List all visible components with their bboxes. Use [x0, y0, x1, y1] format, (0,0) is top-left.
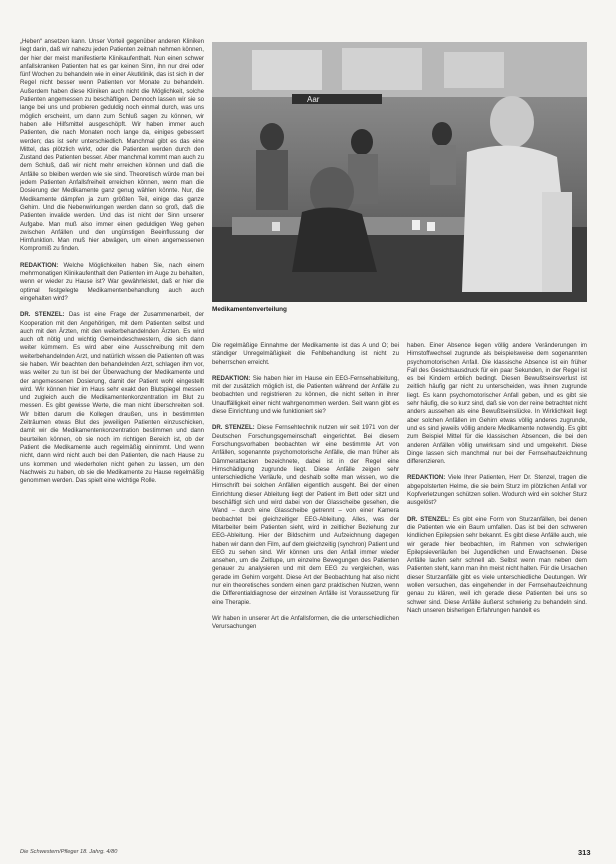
paragraph-text: „Heben“ ansetzen kann. Unser Vorteil gegenüber anderen Kliniken liegt darin, daß wir nahezu jeden Patienten zeitnah nehmen können, der hier der meist manifestierte Klinikaufenthalt. Nun einen schwer anfallskranken Patienten hat es gar keinen Sinn, ihn nur drei oder fünf Wochen zu behandeln wie in einer Akutklinik, das ist sich in der Regel nicht besser wenn Patienten vor Monate zu behandeln. Außerdem haben diese Kliniken auch nicht die Möglichkeit, solche Patienten angemessen zu beschäftigen. Dennoch lassen wir sie so lange bei uns und probieren geduldig noch einmal durch, was uns möglich erscheint, um dann zum Schluß sagen zu können, wir haben alle Hilfsmittel ausgeschöpft. Wir haben immer auch Patienten, die nach Monaten noch lange da, einiges gebessert werden; das ist sehr unterschiedlich. Manchmal gibt es das eine Mittel, das plötzlich wirkt, oder die Patienten werden durch den Zustand des Patienten besser. Aber manchmal kommt man auch zu dem Schluß, daß wir nicht mehr erreichen können und daß die Anfälle so bleiben werden wie sie sind. Theoretisch würde man bei jedem Patienten Anfallsfreiheit erreichen können, wenn man die Dosierung der Medikamente ganz genug wählen könnte. Nur, die Medikamente dämpfen ja zum größten Teil, einige das ganze Gehirn. Und die Nebenwirkungen werden dann so groß, daß die Patienten invalide werden. Und das ist nicht der Sinn unserer Aufgabe. Man muß also immer einen geduldigen Weg gehen zwischen Anfällen und den ungünstigen Beeinflussung der Hirnfunktion. Man muß hier abwägen, um einen angemessenen Kompromiß zu finden.: [20, 38, 204, 253]
paragraph-text: Sie haben hier im Hause ein EEG-Fernsehableitung, mit der zusätzlich möglich ist, die Patienten während der Anfälle zu beobachten und registrieren zu können, die nicht selten in ihrer Unauffälligkeit einer nicht wahrgenommen werden. Seit wann gibt es diese Einrichtung und wie funktioniert sie?: [212, 374, 399, 416]
paragraph: [407, 342, 587, 466]
photo-image: [212, 42, 587, 302]
speaker-label: DR. STENZEL:: [212, 424, 255, 432]
page-number: 313: [578, 848, 591, 857]
paragraph-text: haben. Einer Absence liegen völlig andere Veränderungen im Hirnstoffwechsel zugrunde als beispielsweise dem sogenannten psychomotorischen Anfall. Die klassische Absence ist ein früher Fall des Gesichtsausdruck für ein paar Sekunden, in der Regel ist es bei Kindern erblich bedingt. Diesen Bewußtseinsverlust ist zeitlich häufig gar nicht zu unterscheiden, was ihnen zugrunde liegt. Es kann psychomotorischer Anfall geben, und es gibt sie sehr häufig, die so kurz sind, daß sie von der reine betrachtet nicht anders aussehen als eine Bewußtseinslücke. In Wirklichkeit liegt aber solchen Anfällen im Gehirn etwas völlig anderes zugrunde, und es sind jeweils völlig andere Medikamente notwendig. Es gibt zum Beispiel Mittel für die klassischen Absencen, die bei den anderen Anfällen völlig unwirksam sind und umgekehrt. Diese Dinge lassen sich manchmal nur bei der Fernsehaufzeichnung differenzieren.: [407, 342, 587, 466]
paragraph: [20, 38, 204, 254]
paragraph: [20, 311, 204, 485]
paragraph-text: Viele Ihrer Patienten, Herr Dr. Stenzel, tragen die abgepolsterten Helme, die sie beim Sturz im plötzlichen Anfall vor Kopfverletzungen schützen sollen. Wodurch wird ein solcher Sturz ausgelöst?: [407, 474, 587, 507]
text-column-1: [20, 38, 204, 838]
text-column-3: [407, 342, 587, 838]
speaker-label: REDAKTION:: [212, 374, 251, 382]
paragraph: [212, 375, 399, 416]
paragraph: [407, 474, 587, 507]
paragraph: [407, 516, 587, 616]
paragraph-text: Diese Fernsehtechnik nutzen wir seit 1971 von der Deutschen Forschungsgemeinschaft eingerichtet. Bei diesem Forschungsvorhaben beobachten wir eine bestimmte Art von Anfällen, sogenannte psychomotorische Anfälle, die man früher als Dämmerattacken bezeichnete, dabei ist in der Regel eine Hirnschädigung zugrunde liegt. Diese Anfälle zeigen sehr unterschiedliche Verläufe, und deshalb sollte man wissen, wo die Hirnschrift bei solchen Anfällen eigentlich ausgeht. Bei der einen Einrichtung dieser Ableitung liegt der Patient im Bett oder sitzt und beschäftigt sich und wird dabei von der Glasscheibe gesehen, die Wand – durch eine Glasscheibe getrennt – von einer Kamera beobachtet bei gleichzeitiger EEG-Ableitung. Alles, was der Mitarbeiter beim Patienten sieht, wird in zeitlicher Beziehung zur EEG-Ableitung. Hier der Bildschirm und Aufzeichnung dagegen haben wir dann den Film, auf dem gleichzeitig (synchron) Patient und EEG zu sehen sind. Wir können uns den Anfall immer wieder ansehen, um die Zeitlupe, um einzelne Bewegungen des Patienten genauer zu analysieren und mit dem EEG zu vergleichen, was gerade im Gehirn vorgeht. Diese Art der Beobachtung hat also nicht nur ein theoretisches sondern einen ganz praktischen Nutzen, wenn die Differentialdiagnose der einzelnen Anfälle ist Voraussetzung für eine Therapie.: [212, 424, 399, 606]
speaker-label: DR. STENZEL:: [20, 311, 65, 319]
paragraph-text: Wir haben in unserer Art die Anfallsformen, die die unterschiedlichen Verursachungen: [212, 614, 399, 631]
photo-medication-distribution: [212, 42, 587, 302]
paragraph-text: Das ist eine Frage der Zusammenarbeit, der Kooperation mit den Angehörigen, mit dem Patienten selbst und auch mit den Ärzten, mit den weiterbehandelnden Ärzten. Es wird auch oft nötig und wichtig Gemeindeschwestern, die sich dann weiter kümmern. Es wird aber eine Ausschreibung mit dem weiterbehandelnden Arzt, und natürlich wissen die Patienten oft was sie haben. Wir beachten den behandelnden Arzt, schlagen ihm vor, was weiter zu tun ist bei der Überwachung der Medikamente und der angemessenen Dosierung, damit der Patient wohl eingestellt wird. Wir können hier im Haus sehr exakt den Blutspiegel messen und zugleich auch die Medikamentenkonzentration im Blut zu messen. Es gibt gewisse Werte, die man nicht überschreiten soll. Wir bitten darum die Kollegen draußen, uns in bestimmten Zeiträumen etwas Blut des jeweiligen Patienten einzuschicken, damit wir die Medikamentenkonzentration bestimmen und dann beurteilen können, ob sie noch im richtigen Bereich ist, ob der Patient die Medikamente auch regelmäßig einnimmt. Und wenn nicht, dann wird nicht auch bei den Patienten, die nach Hause zu uns kommen und wiederholen nicht gehen zu lassen, um den Nachweis zu haben, ob sie die Medikamente zu Hause regelmäßig genommen werden. Das spielt eine wichtige Rolle.: [20, 311, 204, 485]
footer-publication: Die Schwestern/Pfleger 18. Jahrg. 4/80: [20, 849, 118, 855]
speaker-label: REDAKTION:: [20, 261, 59, 269]
paragraph: [212, 342, 399, 367]
paragraph: [212, 424, 399, 607]
photo-caption: Medikamentenverteilung: [212, 306, 287, 313]
paragraph: [20, 262, 204, 303]
text-column-2: [212, 342, 399, 838]
paragraph-text: Die regelmäßige Einnahme der Medikamente ist das A und O; bei ständiger Unregelmäßigkeit die Fehlbehandlung ist nicht zu beherrschen erreicht.: [212, 342, 399, 366]
speaker-label: REDAKTION:: [407, 474, 446, 482]
paragraph-text: Es gibt eine Form von Sturzanfällen, bei denen die Patienten wie ein Baum umfallen. Das ist bei den schweren kindlichen Epilepsien sehr bekannt. Es gibt diese Anfälle auch, wie wir gerade hier beobachten, im Rahmen von schwierigen Epilepsieverläufen bei Jugendlichen und Erwachsenen. Diese Anfälle laufen sehr schnell ab. Selbst wenn man neben dem Patienten steht, kann man ihn meist nicht halten. Für die Ursachen dieser Sturzanfälle gibt es viele unterschiedliche Deutungen. Wir wollen versuchen, das eingehender in der Fernsehaufzeichnung genau zu klären, weil ich gerade diese Patienten bei uns so schwer sind. Diese Anfälle äußerst schwierig zu behandeln sind. Nach unseren bisherigen Erfahrungen handelt es: [407, 515, 587, 614]
speaker-label: DR. STENZEL:: [407, 515, 451, 523]
photo-sign-text: Aar: [307, 95, 320, 104]
paragraph: [212, 615, 399, 632]
paragraph-text: Welche Möglichkeiten haben Sie, nach einem mehrmonatigen Klinikaufenthalt den Patienten im Auge zu behalten, wenn er wieder zu Hause ist? War gewährleistet, daß er hier die optimal festgelegte Medikamentenbehandlung auch auch eingehalten wird?: [20, 261, 204, 302]
